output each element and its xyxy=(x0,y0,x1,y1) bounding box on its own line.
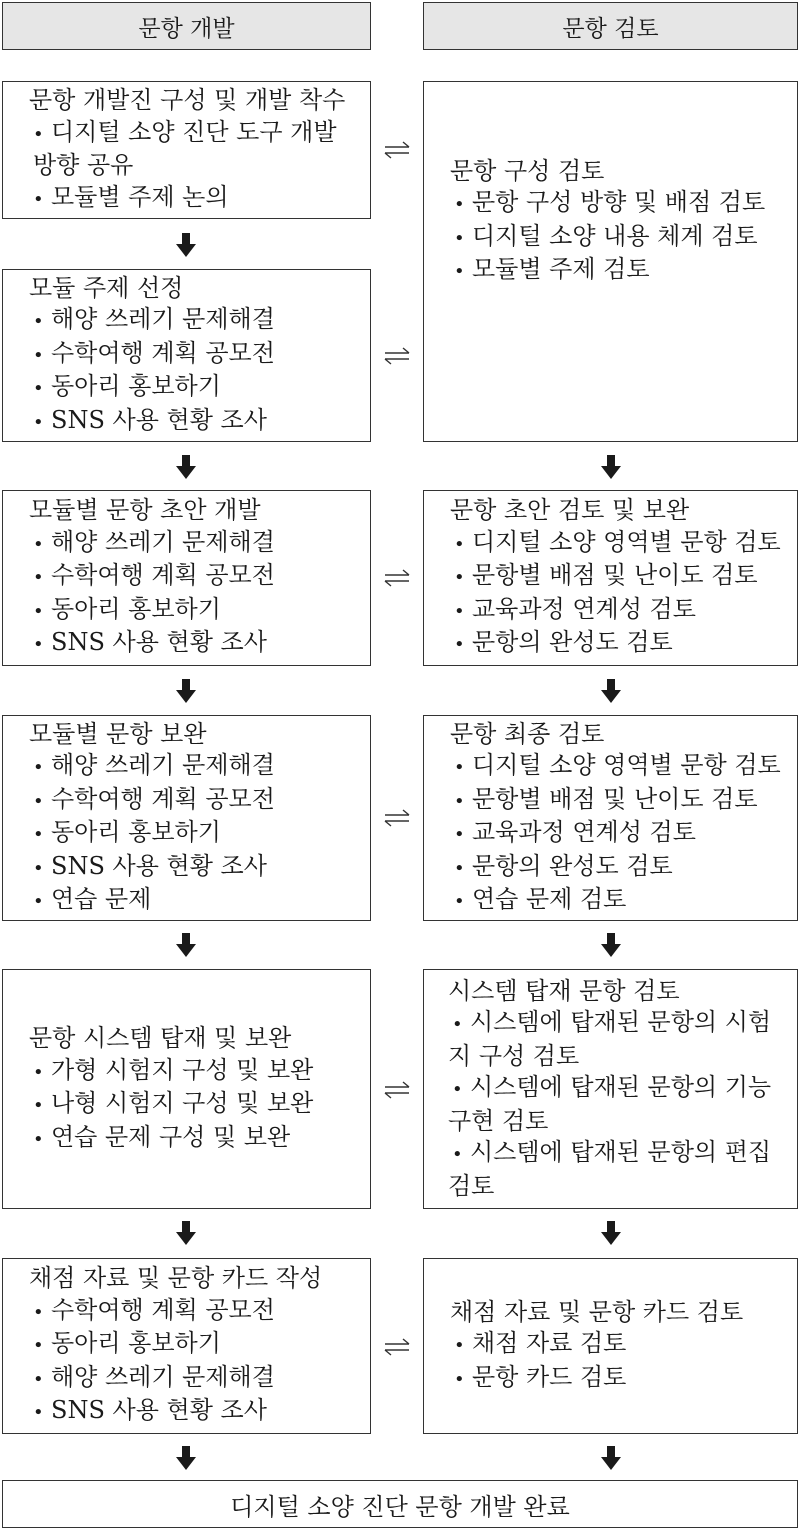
list-item: • 동아리 홍보하기 xyxy=(33,1329,221,1358)
down-arrow-icon xyxy=(600,933,622,957)
bidirectional-arrow-icon xyxy=(384,140,410,160)
list-item: • 시스템에 탑재된 문항의 시험지 구성 검토 xyxy=(448,1008,772,1070)
list-item: • 수학여행 계획 공모전 xyxy=(33,338,275,367)
list-item: • SNS 사용 현황 조사 xyxy=(33,405,267,434)
list-item: • 채점 자료 검토 xyxy=(454,1329,627,1358)
review-step-3-title: 문항 최종 검토 xyxy=(450,719,605,748)
list-item: • 해양 쓰레기 문제해결 xyxy=(33,751,275,779)
list-item: • 문항 구성 방향 및 배점 검토 xyxy=(454,188,766,216)
list-item: • 수학여행 계획 공모전 xyxy=(33,1295,275,1324)
down-arrow-icon xyxy=(600,1221,622,1245)
down-arrow-icon xyxy=(600,455,622,479)
dev-step-2-title: 모듈 주제 선정 xyxy=(29,273,184,302)
review-step-5-title: 채점 자료 및 문항 카드 검토 xyxy=(450,1297,744,1326)
list-item: • 동아리 홍보하기 xyxy=(33,372,221,401)
list-item: • 문항별 배점 및 난이도 검토 xyxy=(454,784,758,813)
list-item: • 시스템에 탑재된 문항의 편집 검토 xyxy=(448,1138,772,1200)
list-item: • 교육과정 연계성 검토 xyxy=(454,594,696,623)
list-item: • 동아리 홍보하기 xyxy=(33,594,221,623)
down-arrow-icon xyxy=(175,1221,197,1245)
list-item: • 교육과정 연계성 검토 xyxy=(454,818,696,846)
list-item: • 디지털 소양 내용 체계 검토 xyxy=(454,221,758,250)
header-development xyxy=(2,2,371,50)
final-step-label: 디지털 소양 진단 문항 개발 완료 xyxy=(230,1492,570,1521)
down-arrow-icon xyxy=(175,679,197,703)
list-item: • 디지털 소양 영역별 문항 검토 xyxy=(454,527,781,556)
review-step-2-title: 문항 초안 검토 및 보완 xyxy=(450,496,690,525)
down-arrow-icon xyxy=(600,679,622,703)
list-item: • 연습 문제 xyxy=(33,885,152,913)
review-step-4-title: 시스템 탑재 문항 검토 xyxy=(448,976,680,1005)
down-arrow-icon xyxy=(175,933,197,957)
header-development-label: 문항 개발 xyxy=(138,15,235,42)
final-step xyxy=(2,1480,798,1528)
dev-step-6-title: 채점 자료 및 문항 카드 작성 xyxy=(29,1264,323,1293)
review-step-2 xyxy=(423,490,798,666)
list-item: • 연습 문제 검토 xyxy=(454,885,627,913)
bidirectional-arrow-icon xyxy=(384,568,410,588)
list-item: • 수학여행 계획 공모전 xyxy=(33,784,275,813)
list-item: • 문항의 완성도 검토 xyxy=(454,851,673,880)
list-item: • 해양 쓰레기 문제해결 xyxy=(33,527,275,556)
list-item: • SNS 사용 현황 조사 xyxy=(33,628,267,657)
dev-step-5 xyxy=(2,969,371,1209)
list-item: • SNS 사용 현황 조사 xyxy=(33,1396,267,1425)
review-step-3 xyxy=(423,715,798,921)
dev-step-6 xyxy=(2,1258,371,1434)
dev-step-5-title: 문항 시스템 탑재 및 보완 xyxy=(29,1024,292,1052)
list-item: • 디지털 소양 영역별 문항 검토 xyxy=(454,751,781,779)
list-item: • 수학여행 계획 공모전 xyxy=(33,561,275,590)
list-item: • 해양 쓰레기 문제해결 xyxy=(33,1362,275,1391)
down-arrow-icon xyxy=(175,455,197,479)
bidirectional-arrow-icon xyxy=(384,808,410,828)
review-step-4 xyxy=(423,969,798,1209)
list-item: • 디지털 소양 진단 도구 개발 방향 공유 xyxy=(33,117,337,179)
bidirectional-arrow-icon xyxy=(384,1337,410,1357)
bidirectional-arrow-icon xyxy=(384,346,410,366)
dev-step-4-title: 모듈별 문항 보완 xyxy=(29,719,207,748)
list-item: • 동아리 홍보하기 xyxy=(33,818,221,846)
review-step-5 xyxy=(423,1258,798,1434)
dev-step-3-title: 모듈별 문항 초안 개발 xyxy=(29,496,261,525)
list-item: • SNS 사용 현황 조사 xyxy=(33,851,267,880)
header-review xyxy=(423,2,798,50)
list-item: • 모듈별 주제 논의 xyxy=(33,182,229,211)
list-item: • 문항의 완성도 검토 xyxy=(454,628,673,657)
dev-step-4 xyxy=(2,715,371,921)
list-item: • 모듈별 주제 검토 xyxy=(454,255,650,283)
list-item: • 문항별 배점 및 난이도 검토 xyxy=(454,561,758,590)
list-item: • 시스템에 탑재된 문항의 기능 구현 검토 xyxy=(448,1073,772,1135)
bidirectional-arrow-icon xyxy=(384,1080,410,1100)
header-review-label: 문항 검토 xyxy=(562,15,659,42)
dev-step-3 xyxy=(2,490,371,666)
down-arrow-icon xyxy=(175,233,197,257)
dev-step-1 xyxy=(2,81,371,219)
list-item: • 나형 시험지 구성 및 보완 xyxy=(33,1089,314,1117)
list-item: • 연습 문제 구성 및 보완 xyxy=(33,1122,291,1151)
down-arrow-icon xyxy=(600,1446,622,1470)
down-arrow-icon xyxy=(175,1446,197,1470)
list-item: • 가형 시험지 구성 및 보완 xyxy=(33,1055,314,1084)
review-step-1-title: 문항 구성 검토 xyxy=(450,156,605,185)
list-item: • 문항 카드 검토 xyxy=(454,1362,627,1391)
review-step-1 xyxy=(423,81,798,442)
dev-step-2 xyxy=(2,269,371,442)
dev-step-1-title: 문항 개발진 구성 및 개발 착수 xyxy=(29,86,346,114)
list-item: • 해양 쓰레기 문제해결 xyxy=(33,305,275,334)
